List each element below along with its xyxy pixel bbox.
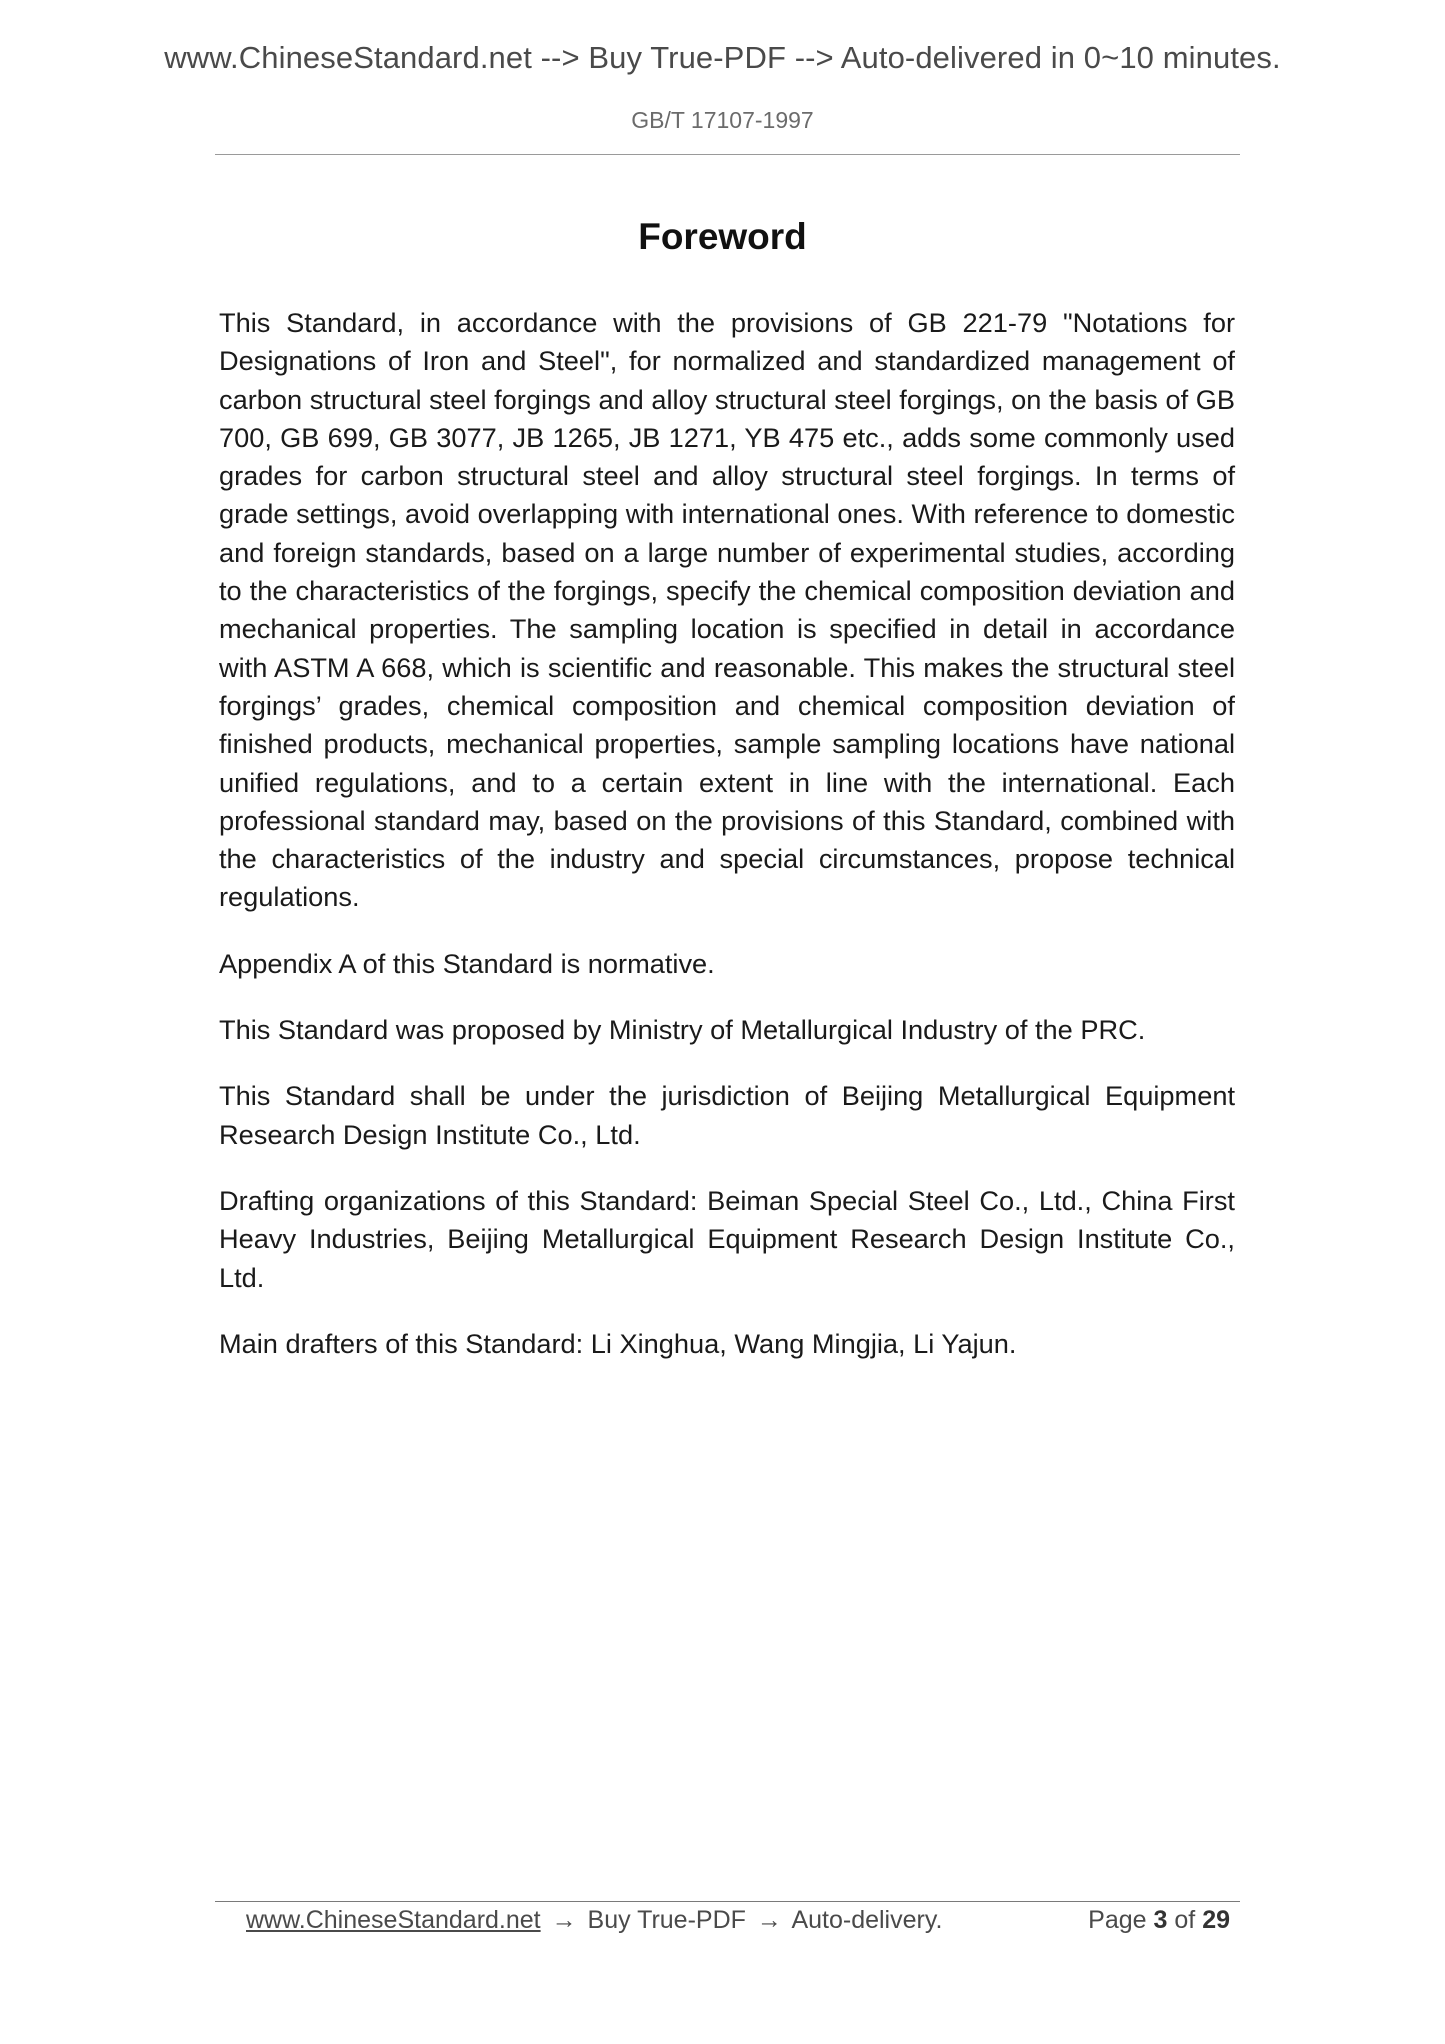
page-footer [246,1906,1236,1942]
footer-promo [246,1906,942,1935]
page-number [1088,1906,1230,1935]
paragraph-jurisdiction: This Standard shall be under the jurisdiction of Beijing Metallurgical Equipment Research Design Institute Co., Ltd. [219,1080,1235,1150]
footer-site-link[interactable]: www.ChineseStandard.net [246,1906,541,1934]
paragraph-proposed-by: This Standard was proposed by Ministry of Metallurgical Industry of the PRC. [219,1014,1146,1046]
page-label: Page [1088,1906,1147,1934]
page-of-label: of [1174,1906,1196,1934]
paragraph-main-drafters: Main drafters of this Standard: Li Xinghua, Wang Mingjia, Li Yajun. [219,1327,1017,1359]
page-title: Foreword [638,216,807,257]
header-divider [215,154,1240,155]
foreword-body [219,304,1235,1391]
footer-buy-text: Buy True-PDF [587,1906,746,1934]
arrow-right-icon: → [551,1906,577,1934]
footer-delivery-text: Auto-delivery. [791,1906,943,1934]
top-banner: www.ChineseStandard.net --> Buy True-PDF --> Auto-delivered in 0~10 minutes. [164,40,1281,75]
page-total: 29 [1202,1906,1230,1934]
page-current: 3 [1153,1906,1168,1934]
document-code: GB/T 17107-1997 [631,107,814,133]
footer-divider [215,1901,1240,1902]
paragraph-appendix: Appendix A of this Standard is normative. [219,947,715,979]
paragraph-drafting-organizations: Drafting organizations of this Standard: Beiman Special Steel Co., Ltd., China First Heavy Industries, Beijing Metallurgical Equipment Research Design Institute Co., Ltd. [219,1184,1235,1293]
arrow-right-icon: → [756,1906,782,1934]
paragraph-scope: This Standard, in accordance with the provisions of GB 221-79 "Notations for Designations of Iron and Steel", for normalized and standardized management of carbon structural steel forgings and alloy structural steel forgings, on the basis of GB 700, GB 699, GB 3077, JB 1265, JB 1271, YB 475 etc., adds some commonly used grades for carbon structural steel and alloy structural steel forgings. In terms of grade settings, avoid overlapping with international ones. With reference to domestic and foreign standards, based on a large number of experimental studies, according to the characteristics of the forgings, specify the chemical composition deviation and mechanical properties. The sampling location is specified in detail in accordance with ASTM A 668, which is scientific and reasonable. This makes the structural steel forgings’ grades, chemical composition and chemical composition deviation of finished products, mechanical properties, sample sampling locations have national unified regulations, and to a certain extent in line with the international. Each professional standard may, based on the provisions of this Standard, combined with the characteristics of the industry and special circumstances, propose technical regulations. [219,307,1235,913]
